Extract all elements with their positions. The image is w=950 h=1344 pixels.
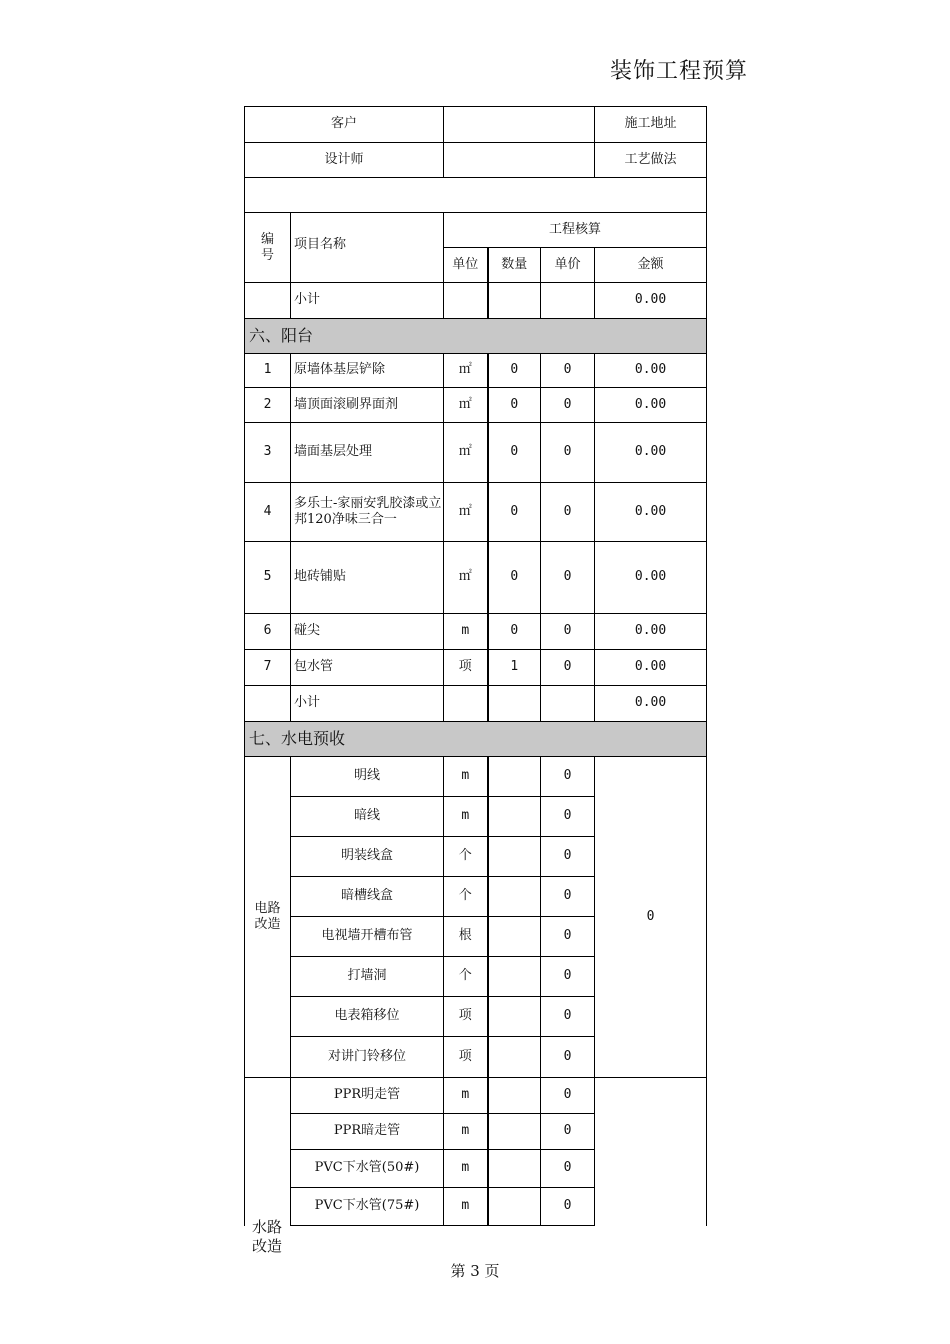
row-no: 4 <box>245 483 291 542</box>
row-no: 7 <box>245 650 291 686</box>
row-amount: 0.00 <box>595 388 707 423</box>
item-qty <box>488 877 541 917</box>
col-name-header: 项目名称 <box>291 213 444 283</box>
row-no: 2 <box>245 388 291 423</box>
item-price: 0 <box>541 797 595 837</box>
row-no: 3 <box>245 423 291 483</box>
subtotal-qty <box>488 686 541 722</box>
item-unit: 个 <box>444 957 488 997</box>
spacer-cell <box>245 178 707 213</box>
prev-subtotal-price <box>541 283 595 319</box>
row-price: 0 <box>541 650 595 686</box>
subtotal-label: 小计 <box>291 686 444 722</box>
row-price: 0 <box>541 423 595 483</box>
item-name: PPR暗走管 <box>291 1114 444 1150</box>
item-name: 暗槽线盒 <box>291 877 444 917</box>
item-unit: m <box>444 1150 488 1188</box>
item-price: 0 <box>541 837 595 877</box>
table-row <box>245 388 707 423</box>
row-name: 碰尖 <box>291 614 444 650</box>
table-row <box>245 354 707 388</box>
section6-subtotal-row <box>245 686 707 722</box>
col-qty-header: 数量 <box>488 248 541 283</box>
item-qty <box>488 1150 541 1188</box>
col-price-header: 单价 <box>541 248 595 283</box>
prev-subtotal-label: 小计 <box>291 283 444 319</box>
item-name: PVC下水管(50#) <box>291 1150 444 1188</box>
table-row <box>245 650 707 686</box>
table-row <box>245 423 707 483</box>
item-unit: m <box>444 1114 488 1150</box>
water-row <box>245 1078 707 1114</box>
item-price: 0 <box>541 1078 595 1114</box>
col-unit-header: 单位 <box>444 248 488 283</box>
row-no: 5 <box>245 542 291 614</box>
item-unit: 项 <box>444 1037 488 1078</box>
item-name: 电表箱移位 <box>291 997 444 1037</box>
item-name: 打墙洞 <box>291 957 444 997</box>
item-name: PPR明走管 <box>291 1078 444 1114</box>
row-price: 0 <box>541 483 595 542</box>
item-unit: 项 <box>444 997 488 1037</box>
water-group-text: 水路改造 <box>252 1218 283 1255</box>
water-total <box>595 1078 707 1226</box>
item-unit: m <box>444 1188 488 1226</box>
spacer-row <box>245 178 707 213</box>
row-qty: 0 <box>488 354 541 388</box>
table-row <box>245 614 707 650</box>
item-unit: m <box>444 797 488 837</box>
row-amount: 0.00 <box>595 423 707 483</box>
designer-label: 设计师 <box>245 143 444 178</box>
prev-subtotal-no <box>245 283 291 319</box>
item-price: 0 <box>541 1188 595 1226</box>
subtotal-amount: 0.00 <box>595 686 707 722</box>
electric-group-text: 电路改造 <box>254 900 281 932</box>
item-price: 0 <box>541 957 595 997</box>
item-unit: m <box>444 1078 488 1114</box>
col-no-header <box>245 213 291 283</box>
method-label: 工艺做法 <box>595 143 707 178</box>
row-qty: 0 <box>488 388 541 423</box>
address-label: 施工地址 <box>595 107 707 143</box>
row-name: 墙顶面滚刷界面剂 <box>291 388 444 423</box>
item-name: PVC下水管(75#) <box>291 1188 444 1226</box>
section7-header-row <box>245 722 707 757</box>
budget-table <box>244 106 707 1226</box>
item-unit: m <box>444 757 488 797</box>
row-amount: 0.00 <box>595 542 707 614</box>
row-amount: 0.00 <box>595 354 707 388</box>
item-price: 0 <box>541 997 595 1037</box>
prev-subtotal-row <box>245 283 707 319</box>
row-price: 0 <box>541 354 595 388</box>
item-qty <box>488 1114 541 1150</box>
row-unit: ㎡ <box>444 354 488 388</box>
item-unit: 根 <box>444 917 488 957</box>
section7-title: 七、水电预收 <box>245 722 707 757</box>
document-title: 装饰工程预算 <box>610 59 749 84</box>
water-group-label <box>244 1218 290 1256</box>
subtotal-no <box>245 686 291 722</box>
row-unit: ㎡ <box>444 423 488 483</box>
item-qty <box>488 1188 541 1226</box>
client-value <box>444 107 595 143</box>
water-group-cell <box>245 1078 291 1226</box>
row-price: 0 <box>541 614 595 650</box>
subtotal-price <box>541 686 595 722</box>
client-label: 客户 <box>245 107 444 143</box>
electric-group-label <box>245 757 291 1078</box>
item-price: 0 <box>541 917 595 957</box>
table-row <box>245 483 707 542</box>
designer-value <box>444 143 595 178</box>
item-unit: 个 <box>444 877 488 917</box>
col-group-header: 工程核算 <box>444 213 707 248</box>
item-name: 明线 <box>291 757 444 797</box>
item-qty <box>488 757 541 797</box>
row-unit: ㎡ <box>444 542 488 614</box>
item-qty <box>488 957 541 997</box>
electric-total: 0 <box>595 757 707 1078</box>
item-qty <box>488 1037 541 1078</box>
item-name: 电视墙开槽布管 <box>291 917 444 957</box>
item-name: 暗线 <box>291 797 444 837</box>
item-price: 0 <box>541 1150 595 1188</box>
row-no: 6 <box>245 614 291 650</box>
page-number: 第 3 页 <box>450 1262 500 1280</box>
prev-subtotal-amount: 0.00 <box>595 283 707 319</box>
item-price: 0 <box>541 877 595 917</box>
row-price: 0 <box>541 388 595 423</box>
row-unit: ㎡ <box>444 483 488 542</box>
item-qty <box>488 797 541 837</box>
electric-row <box>245 757 707 797</box>
item-name: 明装线盒 <box>291 837 444 877</box>
item-price: 0 <box>541 1114 595 1150</box>
designer-row <box>245 143 707 178</box>
row-qty: 0 <box>488 423 541 483</box>
table-row <box>245 542 707 614</box>
col-amount-header: 金额 <box>595 248 707 283</box>
subtotal-unit <box>444 686 488 722</box>
item-qty <box>488 917 541 957</box>
item-qty <box>488 997 541 1037</box>
row-name: 地砖铺贴 <box>291 542 444 614</box>
row-unit: ㎡ <box>444 388 488 423</box>
item-qty <box>488 837 541 877</box>
row-amount: 0.00 <box>595 650 707 686</box>
row-qty: 0 <box>488 483 541 542</box>
section6-title: 六、阳台 <box>245 319 707 354</box>
row-qty: 0 <box>488 542 541 614</box>
item-price: 0 <box>541 1037 595 1078</box>
row-name: 墙面基层处理 <box>291 423 444 483</box>
row-amount: 0.00 <box>595 614 707 650</box>
row-name: 多乐士-家丽安乳胶漆或立邦120净味三合一 <box>291 483 444 542</box>
column-header-row <box>245 213 707 248</box>
row-name: 包水管 <box>291 650 444 686</box>
item-name: 对讲门铃移位 <box>291 1037 444 1078</box>
prev-subtotal-qty <box>488 283 541 319</box>
row-qty: 1 <box>488 650 541 686</box>
client-row <box>245 107 707 143</box>
row-name: 原墙体基层铲除 <box>291 354 444 388</box>
row-no: 1 <box>245 354 291 388</box>
item-price: 0 <box>541 757 595 797</box>
row-amount: 0.00 <box>595 483 707 542</box>
col-no-label: 编号 <box>261 231 275 263</box>
item-qty <box>488 1078 541 1114</box>
prev-subtotal-unit <box>444 283 488 319</box>
row-unit: 项 <box>444 650 488 686</box>
row-qty: 0 <box>488 614 541 650</box>
row-unit: m <box>444 614 488 650</box>
section6-header-row <box>245 319 707 354</box>
item-unit: 个 <box>444 837 488 877</box>
row-price: 0 <box>541 542 595 614</box>
